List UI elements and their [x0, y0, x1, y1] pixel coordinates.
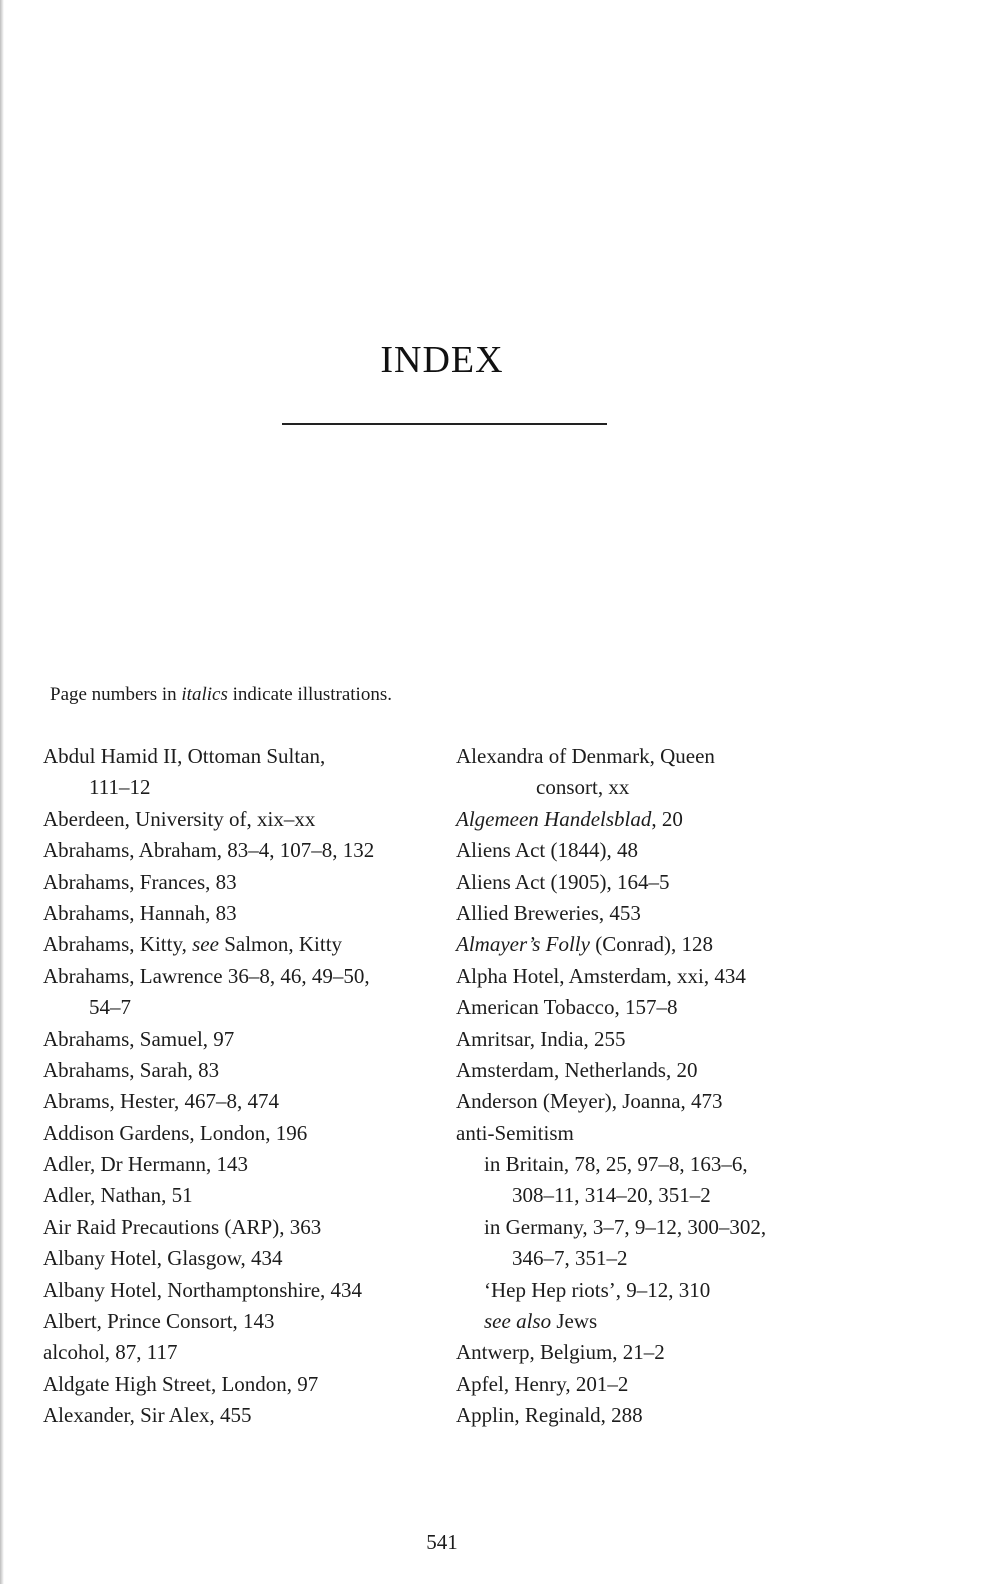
- entry-pages: (Conrad), 128: [589, 932, 714, 957]
- index-column-right: [456, 741, 856, 1432]
- index-entry: [456, 929, 856, 960]
- index-column-left: [43, 741, 433, 1432]
- index-subentry-continuation: 346–7, 351–2: [512, 1246, 628, 1271]
- index-entry: Allied Breweries, 453: [456, 900, 641, 925]
- index-entry: Adler, Nathan, 51: [43, 1183, 193, 1208]
- index-entry: Abrahams, Frances, 83: [43, 869, 237, 894]
- index-entry: Anderson (Meyer), Joanna, 473: [456, 1089, 723, 1114]
- entry-heading: Abrahams, Kitty,: [43, 932, 193, 957]
- entry-title-italic: Algemeen Handelsblad: [456, 806, 652, 831]
- index-entry-continuation: consort, xx: [536, 775, 630, 800]
- page-title: INDEX: [380, 339, 504, 381]
- index-entry: American Tobacco, 157–8: [456, 995, 678, 1020]
- index-subentry: in Germany, 3–7, 9–12, 300–302,: [484, 1214, 767, 1239]
- see-also-reference: see also: [484, 1309, 552, 1334]
- index-entry: Albany Hotel, Glasgow, 434: [43, 1246, 283, 1271]
- index-entry-continuation: 54–7: [89, 995, 131, 1020]
- index-entry: Applin, Reginald, 288: [456, 1403, 643, 1428]
- index-entry: Abrams, Hester, 467–8, 474: [43, 1089, 279, 1114]
- page-number: 541: [426, 1530, 458, 1554]
- note-italic: italics: [181, 684, 228, 705]
- title-rule: [282, 423, 607, 425]
- index-entry: Abrahams, Samuel, 97: [43, 1026, 235, 1051]
- index-entry: Abrahams, Sarah, 83: [43, 1057, 220, 1082]
- index-entry-continuation: 111–12: [89, 775, 151, 800]
- index-subentry: ‘Hep Hep riots’, 9–12, 310: [484, 1277, 711, 1302]
- index-entry: Alpha Hotel, Amsterdam, xxi, 434: [456, 963, 746, 988]
- index-entry: Amritsar, India, 255: [456, 1026, 626, 1051]
- index-note: [50, 684, 392, 706]
- index-subentry: in Britain, 78, 25, 97–8, 163–6,: [484, 1152, 748, 1177]
- index-entry: Alexandra of Denmark, Queen: [456, 744, 715, 768]
- note-prefix: Page numbers in: [50, 684, 182, 705]
- index-entry: Abrahams, Hannah, 83: [43, 900, 237, 925]
- cross-reference-target: Salmon, Kitty: [218, 932, 343, 957]
- index-subentry: [456, 1306, 856, 1337]
- entry-title-italic: Almayer’s Folly: [456, 932, 590, 957]
- index-entry: alcohol, 87, 117: [43, 1340, 178, 1365]
- index-entry: Aberdeen, University of, xix–xx: [43, 806, 316, 831]
- index-entry: Aliens Act (1905), 164–5: [456, 869, 670, 894]
- index-entry: Antwerp, Belgium, 21–2: [456, 1340, 665, 1365]
- page-edge-shadow: [0, 0, 4, 1584]
- index-entry: Abrahams, Abraham, 83–4, 107–8, 132: [43, 838, 375, 863]
- index-entry: Abrahams, Lawrence 36–8, 46, 49–50,: [43, 963, 370, 988]
- entry-pages: , 20: [651, 806, 683, 831]
- cross-reference-target: Jews: [551, 1309, 598, 1334]
- note-suffix: indicate illustrations.: [227, 684, 392, 705]
- index-entry: Amsterdam, Netherlands, 20: [456, 1057, 698, 1082]
- index-entry: Albany Hotel, Northamptonshire, 434: [43, 1277, 363, 1302]
- index-entry: Adler, Dr Hermann, 143: [43, 1152, 249, 1177]
- index-entry: Albert, Prince Consort, 143: [43, 1309, 275, 1334]
- see-reference: see: [192, 932, 219, 957]
- index-entry: Apfel, Henry, 201–2: [456, 1371, 629, 1396]
- index-entry: Addison Gardens, London, 196: [43, 1120, 308, 1145]
- index-entry: Alexander, Sir Alex, 455: [43, 1403, 252, 1428]
- index-entry: [456, 804, 856, 835]
- index-entry: anti-Semitism: [456, 1120, 574, 1145]
- index-entry: Aldgate High Street, London, 97: [43, 1371, 319, 1396]
- index-entry: [43, 929, 433, 960]
- index-entry: Aliens Act (1844), 48: [456, 838, 638, 863]
- index-entry: Air Raid Precautions (ARP), 363: [43, 1214, 322, 1239]
- index-entry: Abdul Hamid II, Ottoman Sultan,: [43, 744, 326, 768]
- index-subentry-continuation: 308–11, 314–20, 351–2: [512, 1183, 711, 1208]
